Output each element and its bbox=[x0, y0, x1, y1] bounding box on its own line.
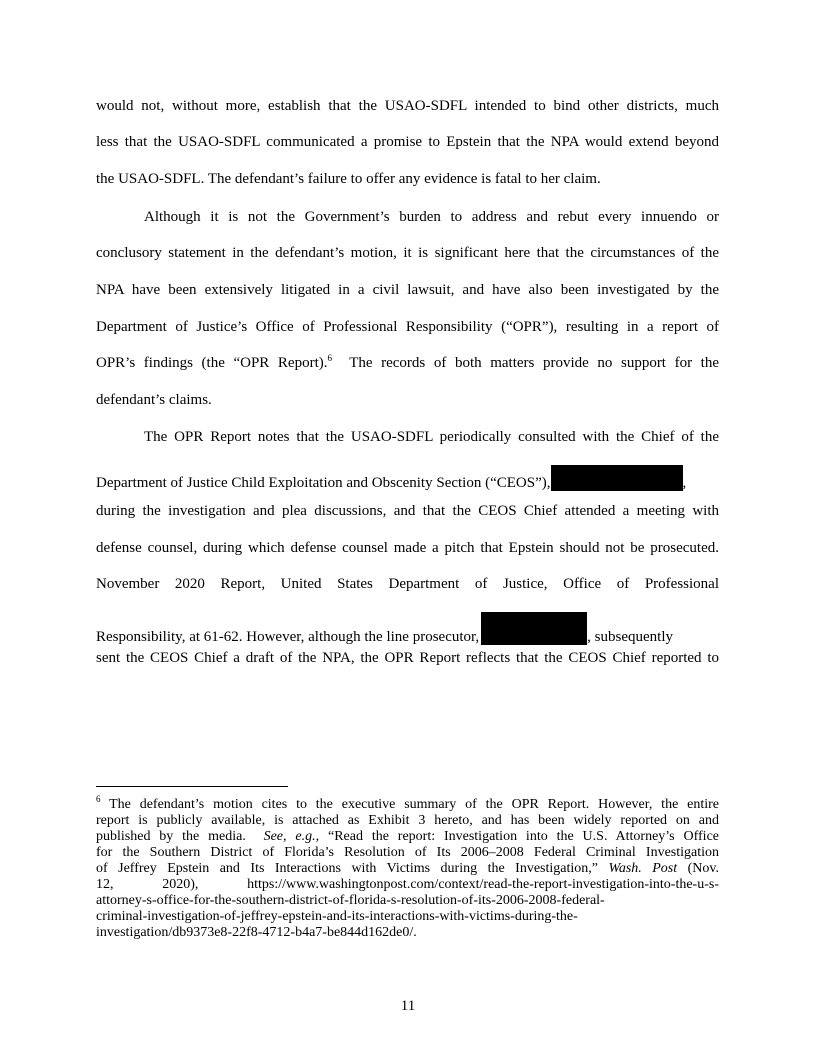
footnote-text: for the Southern District of Florida’s Resolution of Its 2006–2008 Federal Criminal Investigation bbox=[96, 845, 719, 860]
redaction-box bbox=[551, 465, 683, 491]
footnote-text: of Jeffrey Epstein and Its Interactions with Victims during the Investigation,” bbox=[96, 861, 598, 876]
footnote-text: published by the media. bbox=[96, 829, 246, 844]
body-text: defense counsel, during which defense counsel made a pitch that Epstein should not be prosecuted. bbox=[96, 540, 719, 556]
body-line bbox=[96, 575, 719, 593]
body-text: , subsequently bbox=[587, 629, 673, 645]
body-text: conclusory statement in the defendant’s motion, it is significant here that the circumstances of the bbox=[96, 245, 719, 261]
body-line bbox=[144, 428, 719, 446]
footnote-line bbox=[96, 794, 719, 813]
body-text: OPR’s findings (the “OPR Report). bbox=[96, 355, 328, 371]
body-line bbox=[96, 97, 719, 115]
footnote-url[interactable]: 12, 2020), https://www.washingtonpost.com/context/read-the-report-investigation-into-the-u-s- bbox=[96, 877, 719, 892]
footnote-line bbox=[96, 813, 719, 829]
body-text: November 2020 Report, United States Department of Justice, Office of Professional bbox=[96, 576, 719, 592]
footnote-text: , “Read the report: Investigation into the U.S. Attorney’s Office bbox=[315, 829, 719, 844]
body-line bbox=[96, 244, 719, 262]
body-text: the USAO-SDFL. The defendant’s failure to offer any evidence is fatal to her claim. bbox=[96, 171, 601, 187]
footnote-url[interactable]: investigation/db9373e8-22f8-4712-b4a7-be844d162de0/. bbox=[96, 925, 417, 940]
body-line bbox=[96, 612, 719, 646]
footnote-line bbox=[96, 845, 719, 861]
body-text: defendant’s claims. bbox=[96, 392, 212, 408]
body-line bbox=[96, 391, 719, 409]
footnote-reference: 6 bbox=[327, 353, 332, 363]
body-text: Responsibility, at 61-62. However, although the line prosecutor, bbox=[96, 629, 480, 645]
body-text: The records of both matters provide no support for the bbox=[349, 355, 719, 371]
body-text: Department of Justice Child Exploitation and Obscenity Section (“CEOS”), bbox=[96, 475, 551, 491]
body-line bbox=[96, 170, 719, 188]
body-line bbox=[96, 649, 719, 667]
footnote-line bbox=[96, 829, 719, 845]
footnote-link-line[interactable] bbox=[96, 909, 719, 925]
footnote-publication: Wash. Post bbox=[608, 861, 678, 876]
body-line bbox=[96, 281, 719, 299]
body-text: The OPR Report notes that the USAO-SDFL periodically consulted with the Chief of the bbox=[144, 429, 719, 445]
body-line bbox=[96, 354, 719, 372]
body-text: , bbox=[682, 475, 687, 491]
footnote-line bbox=[96, 861, 719, 877]
body-text: less that the USAO-SDFL communicated a promise to Epstein that the NPA would extend beyond bbox=[96, 134, 719, 150]
body-text: NPA have been extensively litigated in a civil lawsuit, and have also been investigated by the bbox=[96, 282, 719, 298]
body-text: during the investigation and plea discussions, and that the CEOS Chief attended a meeting with bbox=[96, 503, 719, 519]
body-line bbox=[96, 465, 719, 492]
footnote-url[interactable]: criminal-investigation-of-jeffrey-epstein-and-its-interactions-with-victims-during-the- bbox=[96, 909, 578, 924]
footnote-citation-signal: See, e.g. bbox=[263, 829, 316, 844]
redaction-box bbox=[481, 612, 587, 645]
body-line bbox=[96, 539, 719, 557]
footnote-link-line[interactable] bbox=[96, 893, 719, 909]
footnote-text: (Nov. bbox=[687, 861, 720, 876]
body-text: Although it is not the Government’s burden to address and rebut every innuendo or bbox=[144, 209, 719, 225]
body-text: sent the CEOS Chief a draft of the NPA, the OPR Report reflects that the CEOS Chief reported to bbox=[96, 650, 719, 666]
footnote-text: The defendant’s motion cites to the executive summary of the OPR Report. However, the entire bbox=[109, 797, 719, 812]
footnote-separator bbox=[96, 786, 288, 787]
body-line bbox=[96, 318, 719, 336]
footnote-link-line[interactable] bbox=[96, 925, 719, 941]
body-line bbox=[96, 133, 719, 151]
footnote-number: 6 bbox=[96, 794, 101, 804]
body-text: would not, without more, establish that the USAO-SDFL intended to bind other districts, much bbox=[96, 98, 719, 114]
body-text: Department of Justice’s Office of Professional Responsibility (“OPR”), resulting in a report of bbox=[96, 319, 719, 335]
footnote-link-line[interactable] bbox=[96, 877, 719, 893]
page-number: 11 bbox=[400, 998, 416, 1014]
body-line bbox=[96, 502, 719, 520]
body-line bbox=[144, 208, 719, 226]
footnote-url[interactable]: attorney-s-office-for-the-southern-district-of-florida-s-resolution-of-its-2006-2008-federal- bbox=[96, 893, 605, 908]
footnote-text: report is publicly available, is attached as Exhibit 3 hereto, and has been widely reported on and bbox=[96, 813, 719, 828]
